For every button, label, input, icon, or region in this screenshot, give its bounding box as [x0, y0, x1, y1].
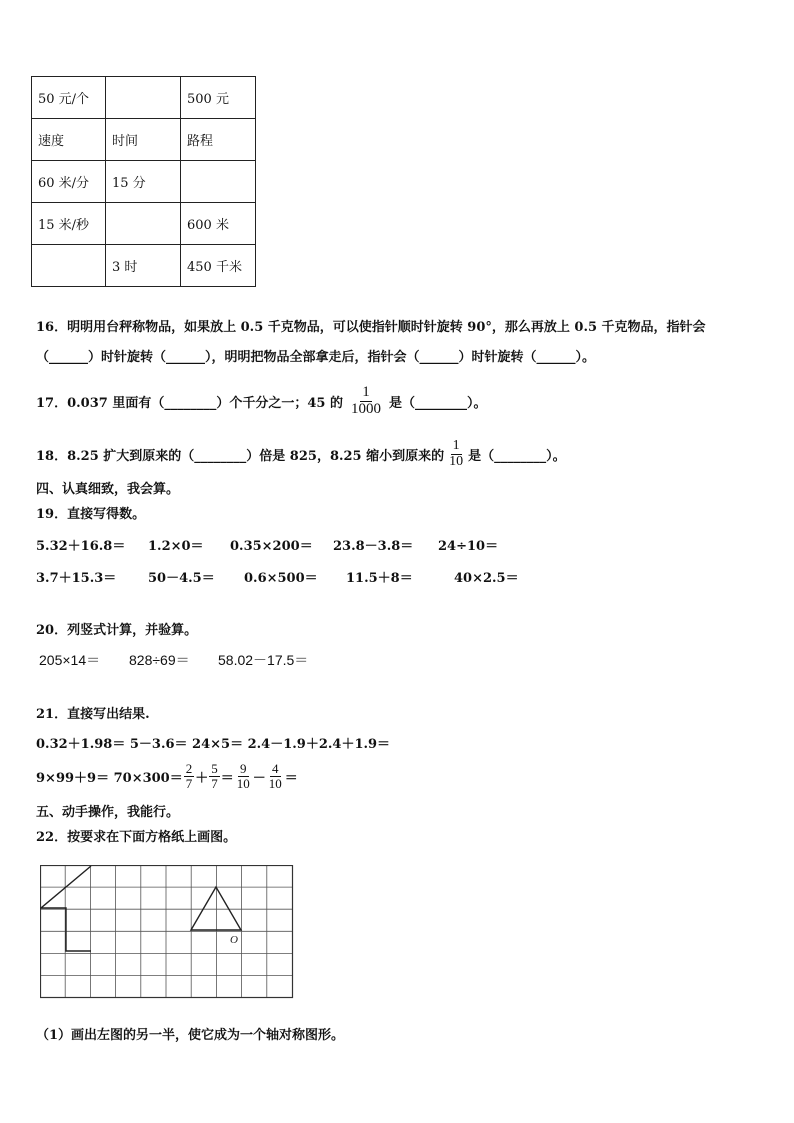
- fraction-numerator: 1: [452, 437, 460, 453]
- fraction-numerator: 5: [211, 760, 218, 776]
- fraction-numerator: 9: [240, 760, 247, 776]
- q19-item: 23.8－3.8＝: [333, 539, 414, 554]
- equals-sign: ＝: [284, 770, 298, 786]
- fraction-numerator: 4: [272, 760, 279, 776]
- question-22-title: 22．按要求在下面方格纸上画图。: [36, 830, 237, 845]
- q19-item: 5.32＋16.8＝: [36, 539, 126, 554]
- q19-item: 3.7＋15.3＝: [36, 571, 117, 586]
- question-19-title: 19．直接写得数。: [36, 507, 146, 522]
- table-cell: 60 米/分: [32, 161, 106, 203]
- q19-item: 50－4.5＝: [148, 571, 215, 586]
- table-cell: 450 千米: [181, 245, 256, 287]
- equals-sign: ＝: [220, 770, 234, 786]
- table-row: [32, 161, 256, 203]
- q20-item: 828÷69＝: [129, 652, 190, 668]
- fraction-denominator: 7: [185, 775, 193, 791]
- q19-item: 24÷10＝: [438, 539, 499, 554]
- question-16-line1: 16．明明用台秤称物品，如果放上 0.5 千克物品，可以使指针顺时针旋转 90°，那么再放上 0.5 千克物品，指针会: [36, 320, 706, 335]
- question-18: [36, 434, 566, 474]
- half-figure: [41, 866, 91, 951]
- question-17-text: 17．0.037 里面有（________）个千分之一；45 的: [36, 395, 343, 411]
- table-cell: 15 米/秒: [32, 203, 106, 245]
- table-cell: 50 元/个: [32, 77, 106, 119]
- q19-item: 0.35×200＝: [230, 539, 313, 554]
- question-22-sub1: （1）画出左图的另一半，使它成为一个轴对称图形。: [36, 1028, 345, 1043]
- question-17: [36, 381, 486, 421]
- grid-drawing: [40, 865, 296, 1001]
- fraction-1-over-10: [447, 439, 465, 469]
- question-21-line2: [36, 757, 298, 795]
- question-21-line1: 0.32＋1.98＝ 5－3.6＝ 24×5＝ 2.4－1.9＋2.4＋1.9＝: [36, 737, 391, 752]
- grid-paper: [40, 865, 296, 1005]
- table-cell: 时间: [106, 119, 181, 161]
- question-17-tail: 是（________）。: [388, 395, 487, 411]
- table-cell: 600 米: [181, 203, 256, 245]
- fraction-4-over-10: [267, 762, 284, 790]
- question-21-title: 21．直接写出结果.: [36, 707, 150, 722]
- minus-sign: －: [252, 770, 266, 786]
- fraction-denominator: 1000: [350, 400, 381, 417]
- q19-item: 0.6×500＝: [244, 571, 318, 586]
- fraction-5-over-7: [209, 762, 220, 790]
- table-cell: 500 元: [181, 77, 256, 119]
- section-5-heading: 五、动手操作，我能行。: [36, 805, 180, 820]
- section-4-heading: 四、认真细致，我会算。: [36, 482, 180, 497]
- table-cell: [181, 161, 256, 203]
- table-cell: 速度: [32, 119, 106, 161]
- table-cell: [106, 203, 181, 245]
- point-o-label: O: [230, 934, 238, 946]
- q20-item: 205×14＝: [39, 652, 101, 668]
- fraction-numerator: 2: [185, 760, 193, 776]
- table-cell: 路程: [181, 119, 256, 161]
- table-row: [32, 245, 256, 287]
- plus-sign: ＋: [195, 770, 209, 786]
- q19-item: 1.2×0＝: [148, 539, 204, 554]
- table-row: [32, 119, 256, 161]
- fraction-denominator: 10: [449, 453, 464, 469]
- q21-line2-prefix: 9×99＋9＝ 70×300＝: [36, 770, 183, 786]
- question-16-line2: （______）时针旋转（______），明明把物品全部拿走后，指针会（______）时针旋转（______）。: [36, 350, 596, 365]
- q20-item: 58.02－17.5＝: [218, 652, 309, 668]
- q19-item: 40×2.5＝: [454, 571, 519, 586]
- table-cell: 15 分: [106, 161, 181, 203]
- table-row: [32, 77, 256, 119]
- speed-time-distance-table: [31, 76, 256, 287]
- table-cell: 3 时: [106, 245, 181, 287]
- question-18-tail: 是（________）。: [468, 448, 566, 464]
- table-row: [32, 203, 256, 245]
- table-cell: [106, 77, 181, 119]
- q19-item: 11.5＋8＝: [346, 571, 413, 586]
- question-18-text: 18．8.25 扩大到原来的（________）倍是 825，8.25 缩小到原来的: [36, 448, 445, 464]
- fraction-denominator: 7: [211, 775, 218, 791]
- fraction-1-over-1000: [349, 385, 383, 418]
- fraction-2-over-7: [184, 762, 195, 790]
- fraction-9-over-10: [235, 762, 252, 790]
- question-20-title: 20．列竖式计算，并验算。: [36, 623, 198, 638]
- fraction-numerator: 1: [362, 383, 370, 400]
- fraction-denominator: 10: [236, 775, 250, 791]
- table-cell: [32, 245, 106, 287]
- fraction-denominator: 10: [268, 775, 282, 791]
